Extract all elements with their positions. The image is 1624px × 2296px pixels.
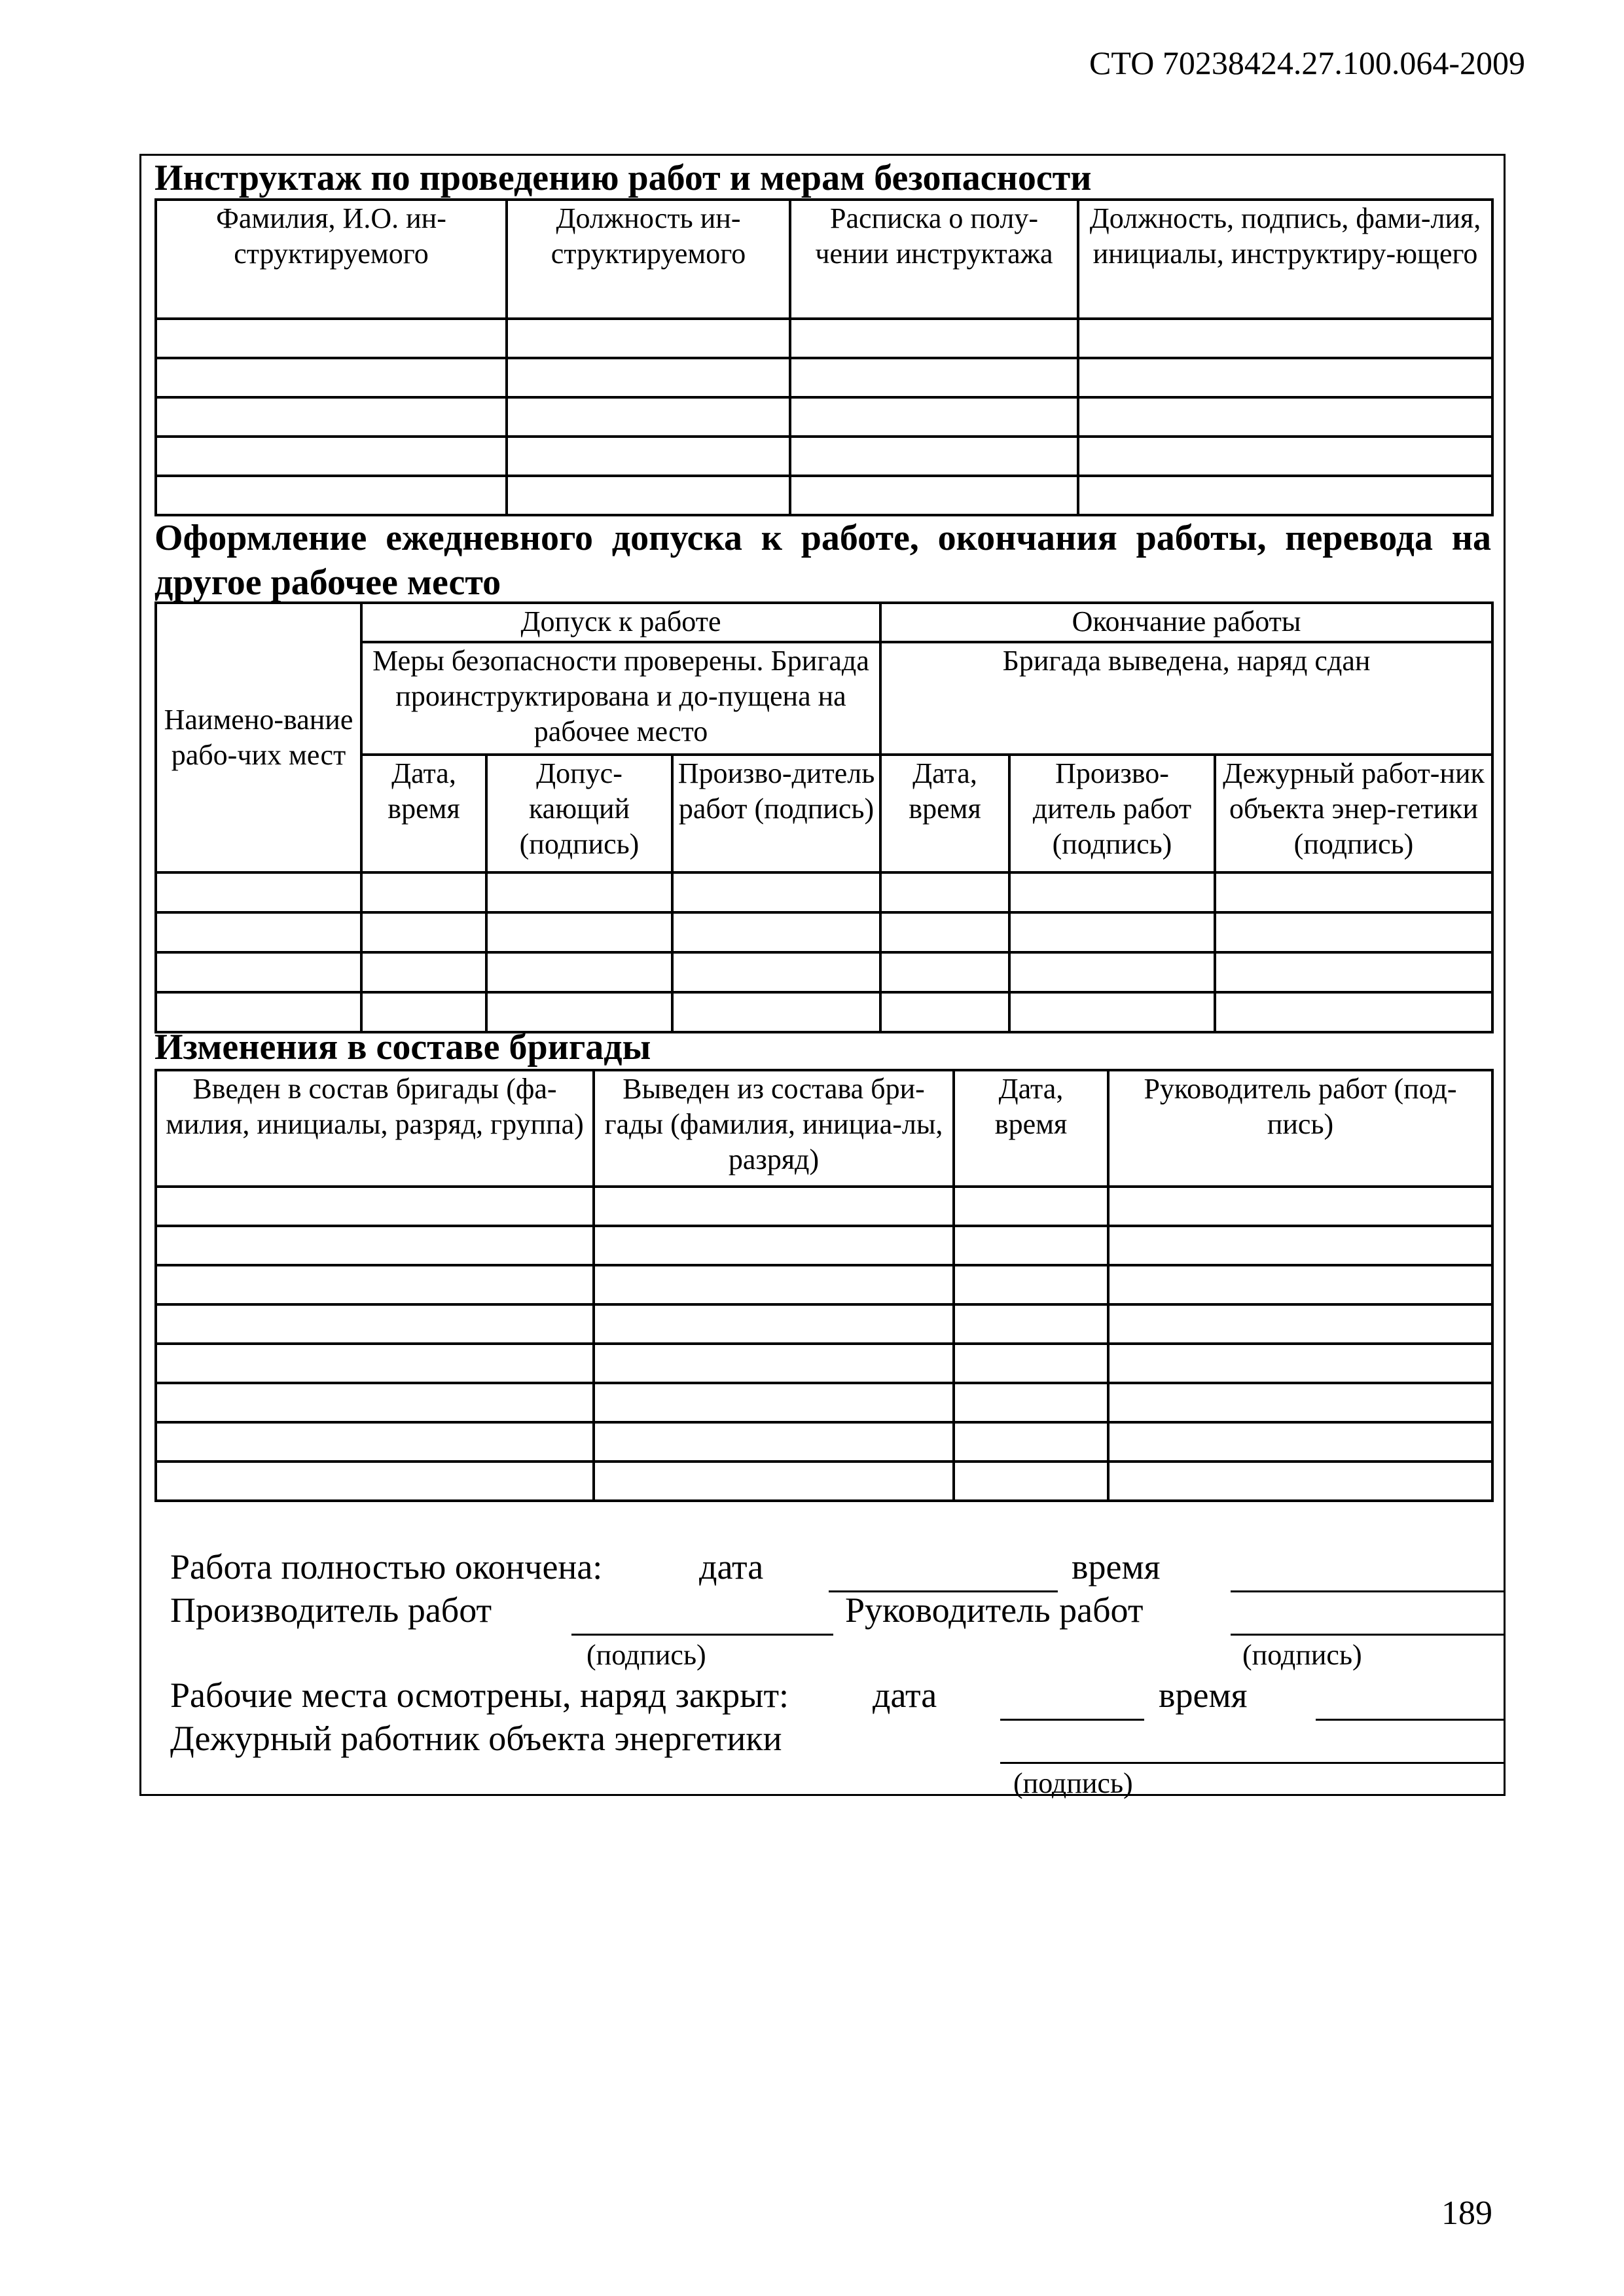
- table-cell[interactable]: [954, 1304, 1108, 1344]
- brigade-header-date: Дата, время: [954, 1070, 1108, 1187]
- table-cell[interactable]: [954, 1226, 1108, 1265]
- table-cell[interactable]: [1108, 1265, 1492, 1304]
- table-cell[interactable]: [1009, 912, 1215, 952]
- manager-signature-field[interactable]: [1231, 1634, 1506, 1636]
- table-cell[interactable]: [790, 476, 1078, 515]
- admission-col-admitter: Допус-кающий (подпись): [486, 755, 672, 872]
- table-row: [156, 952, 1492, 992]
- table-cell[interactable]: [1215, 912, 1492, 952]
- table-row: [156, 1226, 1492, 1265]
- table-cell[interactable]: [156, 1462, 594, 1501]
- table-cell[interactable]: [1078, 319, 1492, 358]
- table-cell[interactable]: [156, 1187, 594, 1226]
- workplaces-closed-label: Рабочие места осмотрены, наряд закрыт:: [170, 1676, 789, 1715]
- brigade-header-removed: Выведен из состава бри-гады (фамилия, инициа-лы, разряд): [594, 1070, 954, 1187]
- table-row: [156, 1304, 1492, 1344]
- table-cell[interactable]: [790, 397, 1078, 437]
- duty-worker-signature-hint: (подпись): [1013, 1767, 1133, 1799]
- briefing-header-instructor: Должность, подпись, фами-лия, инициалы, инструктиру-ющего: [1078, 200, 1492, 319]
- table-cell[interactable]: [361, 952, 486, 992]
- table-cell[interactable]: [1108, 1344, 1492, 1383]
- table-cell[interactable]: [594, 1422, 954, 1462]
- table-cell[interactable]: [156, 437, 507, 476]
- table-cell[interactable]: [156, 1422, 594, 1462]
- table-cell[interactable]: [880, 872, 1009, 912]
- table-row: [156, 1344, 1492, 1383]
- table-row: [156, 912, 1492, 952]
- foreman-label: Производитель работ: [170, 1590, 492, 1630]
- table-cell[interactable]: [1108, 1187, 1492, 1226]
- table-row: [156, 1422, 1492, 1462]
- table-cell[interactable]: [954, 1187, 1108, 1226]
- completion-col-foreman: Произво-дитель работ (подпись): [1009, 755, 1215, 872]
- table-row: [156, 1187, 1492, 1226]
- document-code: СТО 70238424.27.100.064-2009: [1089, 45, 1525, 81]
- table-row: [156, 1462, 1492, 1501]
- admission-header-workplace: Наимено-вание рабо-чих мест: [156, 603, 361, 872]
- closed-time-field[interactable]: [1316, 1719, 1506, 1721]
- foreman-signature-hint: (подпись): [586, 1639, 706, 1671]
- table-cell[interactable]: [361, 912, 486, 952]
- table-cell[interactable]: [156, 1383, 594, 1422]
- manager-label: Руководитель работ: [845, 1590, 1144, 1630]
- closed-date-label: дата: [873, 1676, 937, 1715]
- table-cell[interactable]: [954, 1265, 1108, 1304]
- table-cell[interactable]: [486, 872, 672, 912]
- table-cell[interactable]: [594, 1265, 954, 1304]
- table-cell[interactable]: [1108, 1383, 1492, 1422]
- admission-col-date: Дата, время: [361, 755, 486, 872]
- table-cell[interactable]: [954, 1344, 1108, 1383]
- closed-time-label: время: [1159, 1676, 1248, 1715]
- table-cell[interactable]: [790, 319, 1078, 358]
- table-cell[interactable]: [1078, 358, 1492, 397]
- admission-subheader-safety: Меры безопасности проверены. Бригада проинструктирована и до-пущена на рабочее место: [361, 642, 880, 755]
- table-cell[interactable]: [1108, 1462, 1492, 1501]
- table-cell[interactable]: [594, 1462, 954, 1501]
- table-cell[interactable]: [1215, 952, 1492, 992]
- table-cell[interactable]: [361, 872, 486, 912]
- admission-section-title-line2: другое рабочее место: [154, 562, 501, 603]
- table-cell[interactable]: [1215, 872, 1492, 912]
- table-cell[interactable]: [156, 476, 507, 515]
- admission-header-completion: Окончание работы: [880, 603, 1492, 642]
- table-cell[interactable]: [486, 912, 672, 952]
- table-row: [156, 476, 1492, 515]
- table-cell[interactable]: [594, 1304, 954, 1344]
- table-row: [156, 437, 1492, 476]
- table-row: [156, 397, 1492, 437]
- duty-worker-signature-field[interactable]: [1000, 1762, 1506, 1764]
- table-cell[interactable]: [156, 872, 361, 912]
- table-cell[interactable]: [954, 1422, 1108, 1462]
- table-cell[interactable]: [156, 1304, 594, 1344]
- brigade-header-manager: Руководитель работ (под-пись): [1108, 1070, 1492, 1187]
- admission-table: [154, 601, 1494, 1033]
- table-cell[interactable]: [594, 1383, 954, 1422]
- table-cell[interactable]: [790, 437, 1078, 476]
- completed-date-label: дата: [699, 1547, 764, 1587]
- table-row: [156, 358, 1492, 397]
- table-cell[interactable]: [507, 437, 790, 476]
- table-cell[interactable]: [1108, 1304, 1492, 1344]
- table-cell[interactable]: [594, 1187, 954, 1226]
- table-cell[interactable]: [486, 952, 672, 992]
- table-cell[interactable]: [1078, 437, 1492, 476]
- table-cell[interactable]: [1009, 872, 1215, 912]
- table-cell[interactable]: [156, 1265, 594, 1304]
- table-row: [156, 319, 1492, 358]
- table-row: [156, 1383, 1492, 1422]
- table-cell[interactable]: [790, 358, 1078, 397]
- briefing-table: [154, 198, 1494, 516]
- table-cell[interactable]: [880, 952, 1009, 992]
- admission-subheader-brigade: Бригада выведена, наряд сдан: [880, 642, 1492, 755]
- briefing-header-name: Фамилия, И.О. ин-структируемого: [156, 200, 507, 319]
- table-cell[interactable]: [954, 1383, 1108, 1422]
- table-cell[interactable]: [1078, 397, 1492, 437]
- brigade-header-added: Введен в состав бригады (фа-милия, инициалы, разряд, группа): [156, 1070, 594, 1187]
- table-cell[interactable]: [507, 358, 790, 397]
- table-cell[interactable]: [672, 952, 880, 992]
- table-cell[interactable]: [156, 397, 507, 437]
- table-cell[interactable]: [507, 397, 790, 437]
- completion-col-duty: Дежурный работ-ник объекта энер-гетики (подпись): [1215, 755, 1492, 872]
- work-completed-label: Работа полностью окончена:: [170, 1547, 603, 1587]
- table-cell[interactable]: [672, 912, 880, 952]
- foreman-signature-field[interactable]: [571, 1634, 833, 1636]
- table-cell[interactable]: [156, 1344, 594, 1383]
- table-cell[interactable]: [507, 319, 790, 358]
- table-cell[interactable]: [156, 358, 507, 397]
- table-cell[interactable]: [156, 1226, 594, 1265]
- table-cell[interactable]: [954, 1462, 1108, 1501]
- table-cell[interactable]: [156, 952, 361, 992]
- duty-worker-label: Дежурный работник объекта энергетики: [170, 1719, 782, 1758]
- briefing-header-receipt: Расписка о полу-чении инструктажа: [790, 200, 1078, 319]
- table-row: [156, 1265, 1492, 1304]
- table-cell[interactable]: [594, 1226, 954, 1265]
- table-cell[interactable]: [880, 912, 1009, 952]
- table-cell[interactable]: [672, 872, 880, 912]
- table-cell[interactable]: [507, 476, 790, 515]
- table-cell[interactable]: [1009, 952, 1215, 992]
- table-cell[interactable]: [1078, 476, 1492, 515]
- brigade-changes-table: [154, 1069, 1494, 1502]
- brigade-changes-section-title: Изменения в составе бригады: [154, 1027, 651, 1067]
- admission-header-admission: Допуск к работе: [361, 603, 880, 642]
- completed-time-label: время: [1072, 1547, 1161, 1587]
- briefing-section-title: Инструктаж по проведению работ и мерам безопасности: [154, 158, 1092, 198]
- completed-time-field[interactable]: [1231, 1590, 1506, 1592]
- admission-section-title: Оформление ежедневного допуска к работе, окончания работы, перевода на: [154, 518, 1491, 558]
- closed-date-field[interactable]: [1000, 1719, 1144, 1721]
- manager-signature-hint: (подпись): [1242, 1639, 1362, 1671]
- briefing-header-position: Должность ин-структируемого: [507, 200, 790, 319]
- table-cell[interactable]: [1108, 1422, 1492, 1462]
- table-cell[interactable]: [156, 912, 361, 952]
- completion-col-date: Дата, время: [880, 755, 1009, 872]
- table-cell[interactable]: [1108, 1226, 1492, 1265]
- table-row: [156, 872, 1492, 912]
- admission-col-foreman: Произво-дитель работ (подпись): [672, 755, 880, 872]
- page-number: 189: [1441, 2195, 1492, 2232]
- table-cell[interactable]: [156, 319, 507, 358]
- table-cell[interactable]: [594, 1344, 954, 1383]
